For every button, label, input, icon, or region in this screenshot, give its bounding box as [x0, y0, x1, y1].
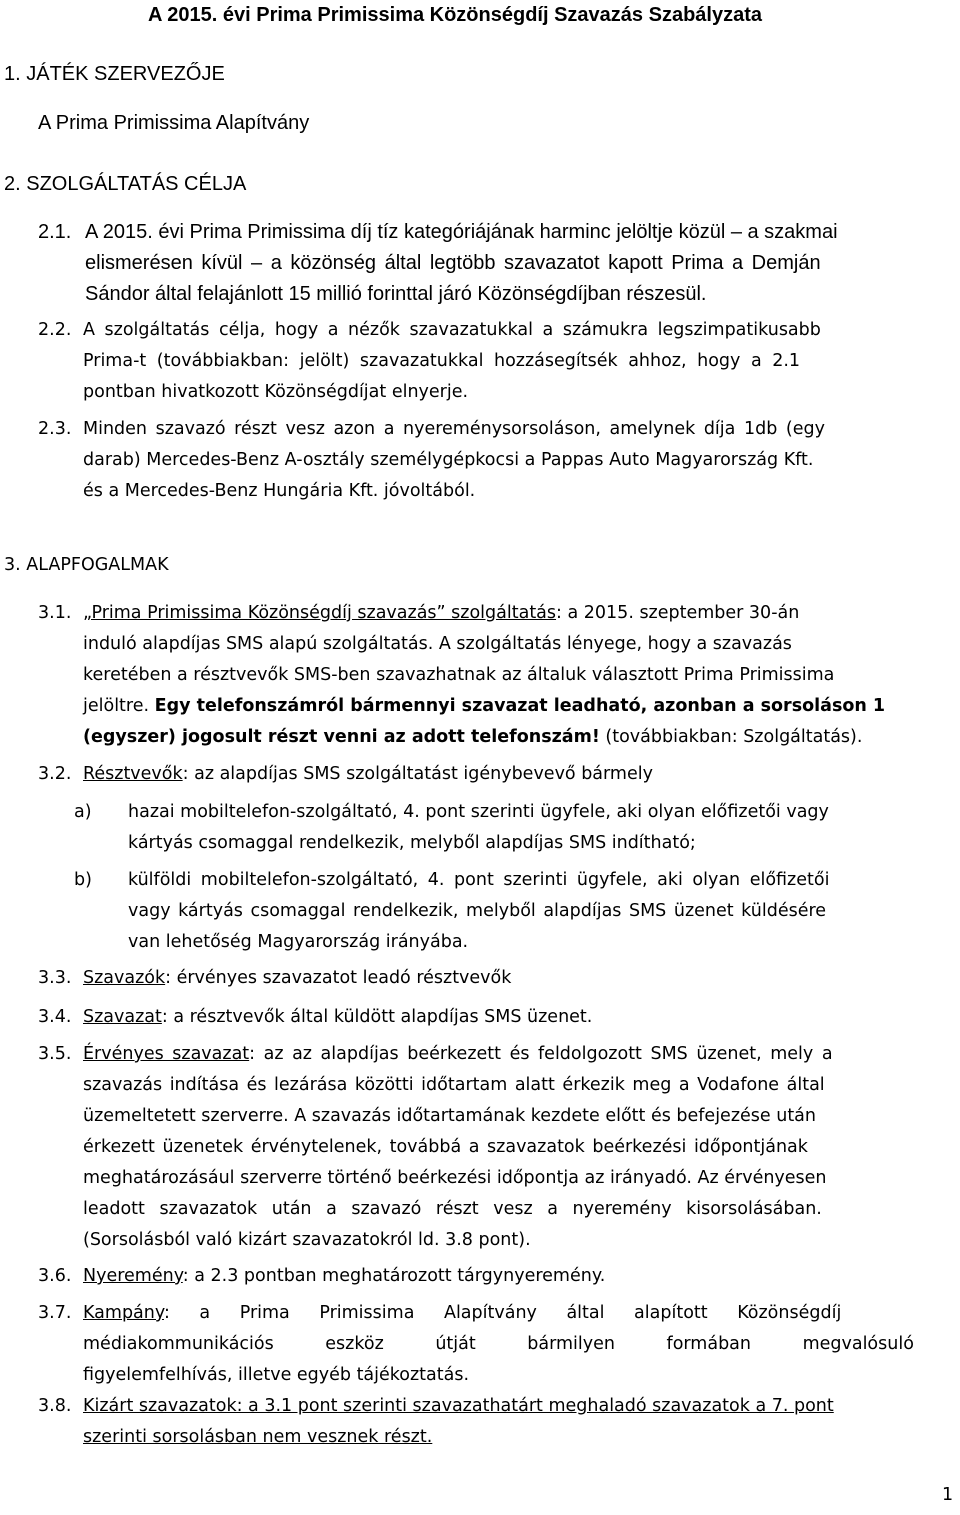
def-3-2-rest: : az alapdíjas SMS szolgáltatást igénybevevő bármely: [182, 764, 653, 784]
def-3-1-emphasis-2: (egyszer) jogosult részt venni az adott telefonszám!: [83, 727, 600, 747]
def-3-7-number: 3.7.: [38, 1303, 72, 1323]
def-3-1-line-4: [83, 698, 885, 716]
def-3-7-line-3: figyelemfelhívás, illetve egyéb tájékoztatás.: [83, 1365, 470, 1385]
def-3-5-line-7: (Sorsolásból való kizárt szavazatokról ld. 3.8 pont).: [83, 1230, 531, 1250]
def-3-3-line-1: [83, 970, 511, 988]
item-2-3-line-1: Minden szavazó részt vesz azon a nyereménysorsoláson, amelynek díja 1db (egy: [83, 419, 825, 439]
def-3-5-line-5: meghatározásául szerverre történő beérkezési időpontja az irányadó. Az érvényesen: [83, 1168, 827, 1188]
document-title: A 2015. évi Prima Primissima Közönségdíj Szavazás Szabályzata: [148, 4, 762, 26]
list-item-b-line-1: külföldi mobiltelefon-szolgáltató, 4. pont szerinti ügyfele, aki olyan előfizetői: [128, 870, 830, 890]
def-3-6-number: 3.6.: [38, 1266, 72, 1286]
def-3-1-line-4-pre: jelöltre.: [83, 696, 155, 716]
def-3-8-number: 3.8.: [38, 1396, 72, 1416]
def-3-1-line-5: [83, 729, 862, 747]
item-2-2-line-3: pontban hivatkozott Közönségdíjat elnyerje.: [83, 382, 469, 402]
def-3-5-line-1: [83, 1046, 833, 1064]
def-3-4-rest: : a résztvevők által küldött alapdíjas SMS üzenet.: [161, 1007, 593, 1027]
item-2-1-line-1: A 2015. évi Prima Primissima díj tíz kategóriájának harminc jelöltje közül – a szakmai: [85, 221, 838, 243]
item-2-2-line-1: A szolgáltatás célja, hogy a nézők szavazatukkal a számukra legszimpatikusabb: [83, 320, 821, 340]
list-item-b-line-3: van lehetőség Magyarország irányába.: [128, 932, 469, 952]
list-item-b-line-2: vagy kártyás csomaggal rendelkezik, melyből alapdíjas SMS üzenet küldésére: [128, 901, 827, 921]
def-3-2-term: Résztvevők: [83, 764, 183, 784]
item-2-1-line-3: Sándor által felajánlott 15 millió forinttal járó Közönségdíjban részesül.: [85, 283, 707, 305]
def-3-1-line-3: keretében a résztvevők SMS-ben szavazhatnak az általuk választott Prima Primissima: [83, 665, 835, 685]
item-2-3-line-2: darab) Mercedes-Benz A-osztály személygépkocsi a Pappas Auto Magyarország Kft.: [83, 450, 814, 470]
def-3-3-rest: : érvényes szavazatot leadó résztvevők: [165, 968, 512, 988]
def-3-4-number: 3.4.: [38, 1007, 72, 1027]
def-3-4-term: Szavazat: [83, 1007, 162, 1027]
section-1-body: A Prima Primissima Alapítvány: [38, 112, 310, 134]
section-3-heading: 3. ALAPFOGALMAK: [4, 555, 169, 575]
def-3-1-line-1-rest: : a 2015. szeptember 30-án: [556, 603, 800, 623]
def-3-2-line-1: [83, 766, 653, 784]
def-3-6-rest: : a 2.3 pontban meghatározott tárgynyeremény.: [182, 1266, 606, 1286]
item-2-2-line-2: Prima-t (továbbiakban: jelölt) szavazatukkal hozzásegítsék ahhoz, hogy a 2.1: [83, 351, 801, 371]
def-3-1-line-2: induló alapdíjas SMS alapú szolgáltatás. A szolgáltatás lényege, hogy a szavazás: [83, 634, 792, 654]
def-3-1-term: „Prima Primissima Közönségdíj szavazás” szolgáltatás: [83, 603, 557, 623]
def-3-5-term: Érvényes szavazat: [83, 1044, 250, 1064]
def-3-4-line-1: [83, 1009, 592, 1027]
section-1-heading: 1. JÁTÉK SZERVEZŐJE: [4, 63, 225, 85]
def-3-1-line-1: [83, 605, 799, 623]
def-3-7-term: Kampány: [83, 1303, 164, 1323]
list-item-a-line-1: hazai mobiltelefon-szolgáltató, 4. pont szerinti ügyfele, aki olyan előfizetői vagy: [128, 802, 829, 822]
def-3-6-line-1: [83, 1268, 605, 1286]
item-2-3-line-3: és a Mercedes-Benz Hungária Kft. jóvoltából.: [83, 481, 476, 501]
def-3-8-line-2: szerinti sorsolásban nem vesznek részt.: [83, 1427, 433, 1447]
def-3-5-number: 3.5.: [38, 1044, 72, 1064]
def-3-1-line-5-rest: (továbbiakban: Szolgáltatás).: [599, 727, 863, 747]
section-2-heading: 2. SZOLGÁLTATÁS CÉLJA: [4, 173, 247, 195]
def-3-3-number: 3.3.: [38, 968, 72, 988]
def-3-5-line-3: üzemeltetett szerverre. A szavazás időtartamának kezdete előtt és befejezése után: [83, 1106, 816, 1126]
def-3-3-term: Szavazók: [83, 968, 166, 988]
def-3-7-line-1-rest: : a Prima Primissima Alapítvány által alapított Közönségdíj: [163, 1303, 842, 1323]
def-3-7-line-1: [83, 1305, 841, 1323]
def-3-6-term: Nyeremény: [83, 1266, 183, 1286]
def-3-8-line-1: Kizárt szavazatok: a 3.1 pont szerinti szavazathatárt meghaladó szavazatok a 7. pont: [83, 1396, 834, 1416]
item-2-2-number: 2.2.: [38, 320, 72, 340]
list-item-b-label: b): [74, 870, 92, 890]
item-2-1-number: 2.1.: [38, 221, 72, 243]
item-2-1-line-2: elismerésen kívül – a közönség által legtöbb szavazatot kapott Prima a Demján: [85, 252, 821, 274]
list-item-a-line-2: kártyás csomaggal rendelkezik, melyből alapdíjas SMS indítható;: [128, 833, 696, 853]
def-3-5-line-1-rest: : az az alapdíjas beérkezett és feldolgozott SMS üzenet, mely a: [249, 1044, 833, 1064]
def-3-1-number: 3.1.: [38, 603, 72, 623]
list-item-a-label: a): [74, 802, 92, 822]
def-3-7-line-2: médiakommunikációs eszköz útját bármilyen formában megvalósuló: [83, 1334, 914, 1354]
def-3-5-line-2: szavazás indítása és lezárása közötti időtartam alatt érkezik meg a Vodafone által: [83, 1075, 825, 1095]
def-3-5-line-4: érkezett üzenetek érvénytelenek, továbbá a szavazatok beérkezési időpontjának: [83, 1137, 808, 1157]
def-3-1-emphasis-1: Egy telefonszámról bármennyi szavazat leadható, azonban a sorsoláson 1: [154, 696, 886, 716]
page-number: 1: [942, 1485, 954, 1505]
def-3-2-number: 3.2.: [38, 764, 72, 784]
item-2-3-number: 2.3.: [38, 419, 72, 439]
def-3-5-line-6: leadott szavazatok után a szavazó részt vesz a nyeremény kisorsolásában.: [83, 1199, 822, 1219]
